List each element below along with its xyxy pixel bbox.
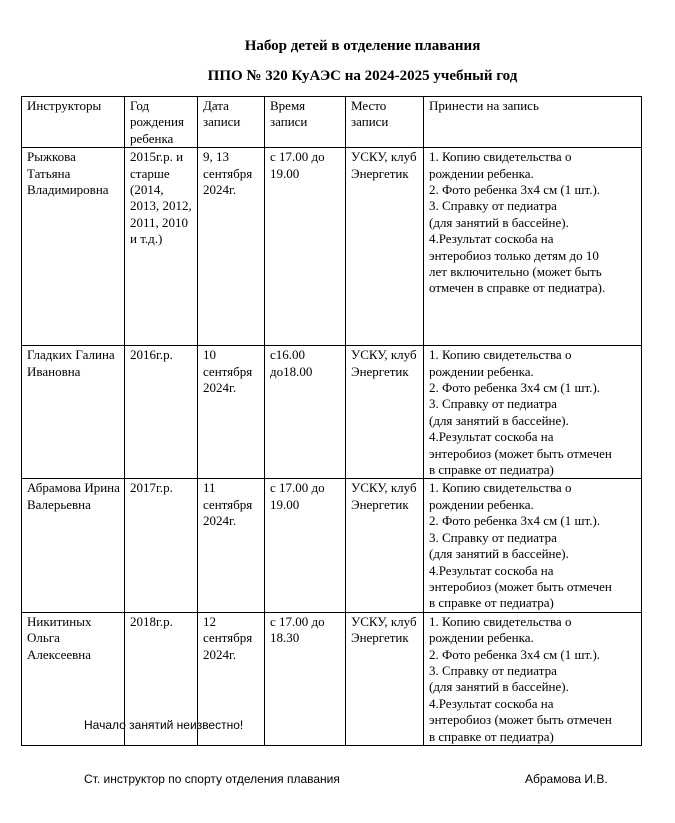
header-place: Место записи: [346, 97, 424, 148]
cell-documents: [424, 346, 642, 479]
cell-documents: [424, 479, 642, 612]
document-line: 2. Фото ребенка 3х4 см (1 шт.).: [429, 646, 601, 662]
table-header-row: [22, 97, 642, 148]
document-line: лет включительно (может быть: [429, 264, 602, 280]
document-line: (для занятий в бассейне).: [429, 679, 569, 695]
cell-date: 12 сентября 2024г.: [198, 612, 265, 745]
cell-time: с 17.00 до 19.00: [265, 148, 346, 346]
header-instructors: Инструкторы: [22, 97, 125, 148]
cell-instructor: Абрамова Ирина Валерьевна: [22, 479, 125, 612]
cell-birth-year: 2015г.р. и старше (2014, 2013, 2012, 2011, 2010 и т.д.): [125, 148, 198, 346]
cell-place: УСКУ, клуб Энергетик: [346, 148, 424, 346]
document-line: отмечен в справке от педиатра).: [429, 280, 606, 296]
cell-documents: [424, 612, 642, 745]
document-line: 1. Копию свидетельства о: [429, 149, 572, 165]
cell-time: с 17.00 до 19.00: [265, 479, 346, 612]
cell-date: 11 сентября 2024г.: [198, 479, 265, 612]
table-row: [22, 479, 642, 612]
document-line: в справке от педиатра): [429, 595, 554, 611]
document-line: 3. Справку от педиатра: [429, 662, 557, 678]
header-documents: Принести на запись: [424, 97, 642, 148]
document-line: 4.Результат соскоба на: [429, 429, 554, 445]
document-line: (для занятий в бассейне).: [429, 412, 569, 428]
start-date-note: Начало занятий неизвестно!: [84, 718, 244, 732]
document-line: 3. Справку от педиатра: [429, 198, 557, 214]
document-line: 1. Копию свидетельства о: [429, 480, 572, 496]
cell-date: 10 сентября 2024г.: [198, 346, 265, 479]
cell-date: 9, 13 сентября 2024г.: [198, 148, 265, 346]
document-line: в справке от педиатра): [429, 462, 554, 478]
document-line: энтеробиоз (может быть отмечен: [429, 445, 612, 461]
header-birth-year: Год рождения ребенка: [125, 97, 198, 148]
schedule-table: [21, 96, 642, 746]
header-date: Дата записи: [198, 97, 265, 148]
document-line: энтеробиоз (может быть отмечен: [429, 712, 612, 728]
document-line: (для занятий в бассейне).: [429, 546, 569, 562]
document-line: рождении ребенка.: [429, 496, 534, 512]
signature-position: Ст. инструктор по спорту отделения плавания: [84, 772, 340, 786]
cell-instructor: Гладких Галина Ивановна: [22, 346, 125, 479]
cell-place: УСКУ, клуб Энергетик: [346, 479, 424, 612]
signature-name: Абрамова И.В.: [525, 772, 608, 786]
document-line: энтеробиоз (может быть отмечен: [429, 578, 612, 594]
document-line: 4.Результат соскоба на: [429, 562, 554, 578]
header-time: Время записи: [265, 97, 346, 148]
table-row: [22, 346, 642, 479]
document-line: 3. Справку от педиатра: [429, 396, 557, 412]
document-line: рождении ребенка.: [429, 165, 534, 181]
cell-place: УСКУ, клуб Энергетик: [346, 346, 424, 479]
cell-birth-year: 2017г.р.: [125, 479, 198, 612]
document-line: рождении ребенка.: [429, 363, 534, 379]
document-line: 4.Результат соскоба на: [429, 231, 554, 247]
cell-birth-year: 2016г.р.: [125, 346, 198, 479]
document-line: (для занятий в бассейне).: [429, 214, 569, 230]
document-line: 3. Справку от педиатра: [429, 529, 557, 545]
document-line: рождении ребенка.: [429, 630, 534, 646]
document-line: 2. Фото ребенка 3х4 см (1 шт.).: [429, 380, 601, 396]
cell-time: с16.00 до18.00: [265, 346, 346, 479]
cell-instructor: Рыжкова Татьяна Владимировна: [22, 148, 125, 346]
table-row: [22, 148, 642, 346]
cell-time: с 17.00 до 18.30: [265, 612, 346, 745]
cell-documents: [424, 148, 642, 346]
document-title: Набор детей в отделение плавания: [244, 38, 481, 54]
document-line: энтеробиоз только детям до 10: [429, 247, 599, 263]
cell-birth-year: 2018г.р.: [125, 612, 198, 745]
document-line: 2. Фото ребенка 3х4 см (1 шт.).: [429, 182, 601, 198]
document-line: 4.Результат соскоба на: [429, 695, 554, 711]
cell-instructor: Никитиных Ольга Алексеевна: [22, 612, 125, 745]
document-line: в справке от педиатра): [429, 728, 554, 744]
document-line: 1. Копию свидетельства о: [429, 613, 572, 629]
cell-place: УСКУ, клуб Энергетик: [346, 612, 424, 745]
document-subtitle: ППО № 320 КуАЭС на 2024-2025 учебный год: [207, 68, 518, 84]
document-line: 2. Фото ребенка 3х4 см (1 шт.).: [429, 513, 601, 529]
document-line: 1. Копию свидетельства о: [429, 347, 572, 363]
